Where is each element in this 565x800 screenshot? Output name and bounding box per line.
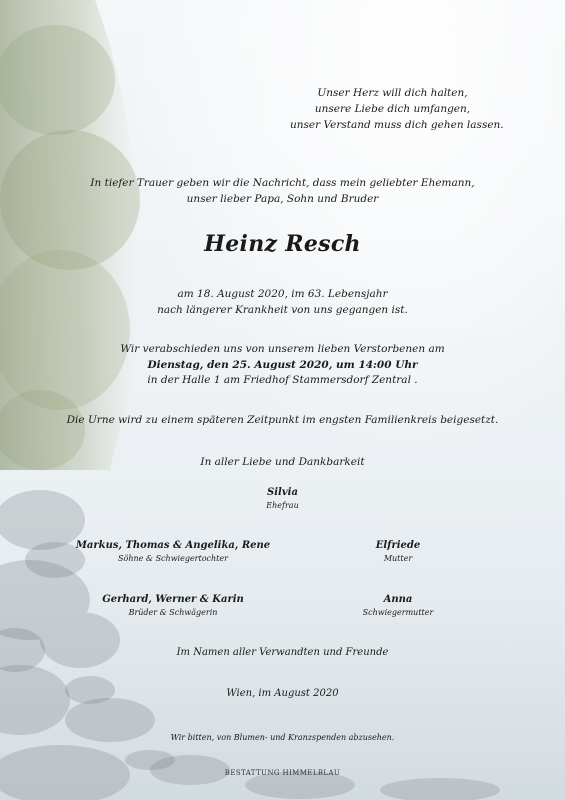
funeral-date: Dienstag, den 25. August 2020, um 14:00 Uhr [147, 358, 418, 371]
death-info-line: nach längerer Krankheit von uns gegangen ist. [157, 303, 408, 316]
poem-line: Unser Herz will dich halten, [317, 87, 468, 99]
farewell-info [0, 342, 565, 389]
urn-note: Die Urne wird zu einem späteren Zeitpunkt im engsten Familienkreis beigesetzt. [66, 414, 499, 426]
farewell-line: Wir verabschieden uns von unserem lieben Verstorbenen am [120, 343, 445, 355]
poem-line: unsere Liebe dich umfangen, [314, 103, 471, 115]
mourner-relation: Söhne & Schwiegertochter [118, 554, 228, 563]
mourner-children [58, 538, 288, 565]
mourner-relation: Ehefrau [266, 501, 299, 510]
place-date: Wien, im August 2020 [226, 688, 339, 699]
flowers-note: Wir bitten, von Blumen- und Kranzspenden abzusehen. [170, 733, 395, 742]
mourner-name: Gerhard, Werner & Karin [102, 594, 244, 605]
mourner-name: Anna [383, 594, 413, 605]
mourner-name: Elfriede [375, 540, 421, 551]
mourner-relation: Brüder & Schwägerin [128, 608, 218, 617]
death-info-line: am 18. August 2020, im 63. Lebensjahr [177, 288, 388, 300]
poem [290, 85, 504, 133]
mourner-mother [318, 538, 478, 565]
funeral-place: in der Halle 1 am Friedhof Stammersdorf Zentral . [147, 374, 418, 386]
announcement-line: In tiefer Trauer geben wir die Nachricht, dass mein geliebter Ehemann, [90, 177, 475, 189]
mourner-name: Silvia [267, 487, 298, 498]
undertaker-name: BESTATTUNG HIMMELBLAU [224, 769, 341, 777]
mourner-siblings [58, 592, 288, 619]
mourner-relation: Mutter [383, 554, 413, 563]
relatives-line: Im Namen aller Verwandten und Freunde [176, 647, 389, 658]
poem-line: unser Verstand muss dich gehen lassen. [290, 119, 504, 131]
gratitude-line: In aller Liebe und Dankbarkeit [200, 456, 365, 468]
announcement [0, 176, 565, 207]
mourner-spouse [0, 485, 565, 512]
deceased-name: Heinz Resch [204, 231, 361, 257]
mourner-relation: Schwiegermutter [362, 608, 434, 617]
death-info [0, 287, 565, 318]
mourner-name: Markus, Thomas & Angelika, Rene [75, 540, 271, 551]
mourner-mother-in-law [318, 592, 478, 619]
announcement-line: unser lieber Papa, Sohn und Bruder [186, 192, 379, 205]
